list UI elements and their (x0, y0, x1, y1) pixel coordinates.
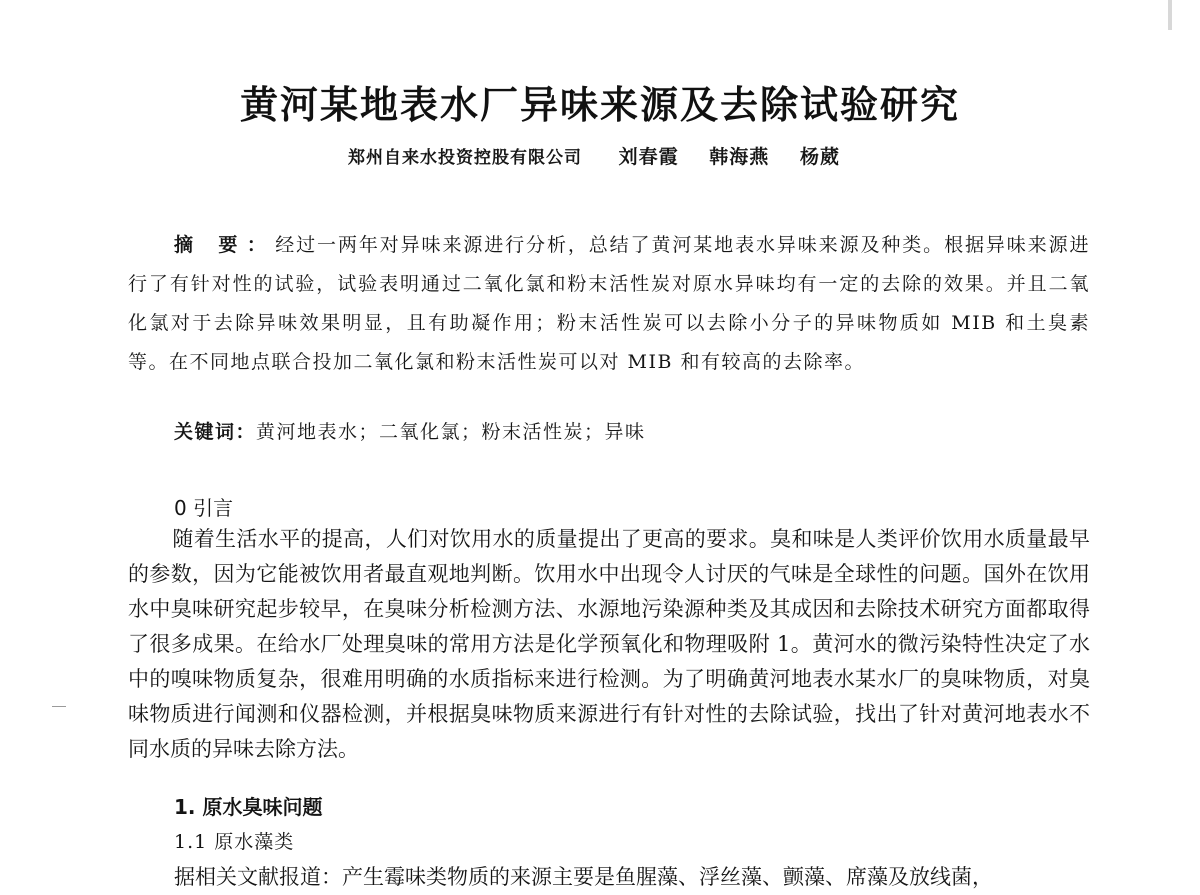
abstract-text: 经过一两年对异味来源进行分析，总结了黄河某地表水异味来源及种类。根据异味来源进行了有针对性的试验，试验表明通过二氧化氯和粉末活性炭对原水异味均有一定的去除的效果。并且二氧化氯对于去除异味效果明显，且有助凝作用；粉末活性炭可以去除小分子的异味物质如 MIB 和土臭素等。在不同地点联合投加二氧化氯和粉末活性炭可以对 MIB 和有较高的去除率。 (128, 234, 1090, 373)
author-name: 刘春霞 (618, 146, 679, 168)
intro-paragraph (128, 522, 1090, 767)
margin-mark (52, 706, 66, 707)
keywords-text: 黄河地表水；二氧化氯；粉末活性炭；异味 (256, 421, 646, 443)
section-heading-1-1: 1.1 原水藻类 (174, 831, 295, 853)
author-organization: 郑州自来水投资控股有限公司 (348, 148, 583, 168)
abstract (128, 226, 1090, 382)
section-1-1-text: 据相关文献报道：产生霉味类物质的来源主要是鱼腥藻、浮丝藻、颤藻、席藻及放线菌， (174, 865, 993, 889)
author-name: 杨葳 (799, 146, 840, 168)
section-heading-1: 1. 原水臭味问题 (174, 795, 323, 819)
scan-edge-mark (1168, 0, 1172, 30)
keywords-label: 关键词： (174, 421, 257, 443)
keywords (174, 417, 1090, 447)
section-heading-intro: 0 引言 (174, 496, 234, 520)
author-name: 韩海燕 (709, 146, 770, 168)
abstract-label: 摘 要： (174, 234, 276, 256)
byline (0, 142, 1200, 169)
intro-text: 随着生活水平的提高，人们对饮用水的质量提出了更高的要求。臭和味是人类评价饮用水质量最早的参数，因为它能被饮用者最直观地判断。饮用水中出现令人讨厌的气味是全球性的问题。国外在饮用水中臭味研究起步较早，在臭味分析检测方法、水源地污染源种类及其成因和去除技术研究方面都取得了很多成果。在给水厂处理臭味的常用方法是化学预氧化和物理吸附 1。黄河水的微污染特性决定了水中的嗅味物质复杂，很难用明确的水质指标来进行检测。为了明确黄河地表水某水厂的臭味物质，对臭味物质进行闻测和仪器检测，并根据臭味物质来源进行有针对性的去除试验，找出了针对黄河地表水不同水质的异味去除方法。 (128, 527, 1090, 761)
paper-title: 黄河某地表水厂异味来源及去除试验研究 (239, 82, 960, 127)
